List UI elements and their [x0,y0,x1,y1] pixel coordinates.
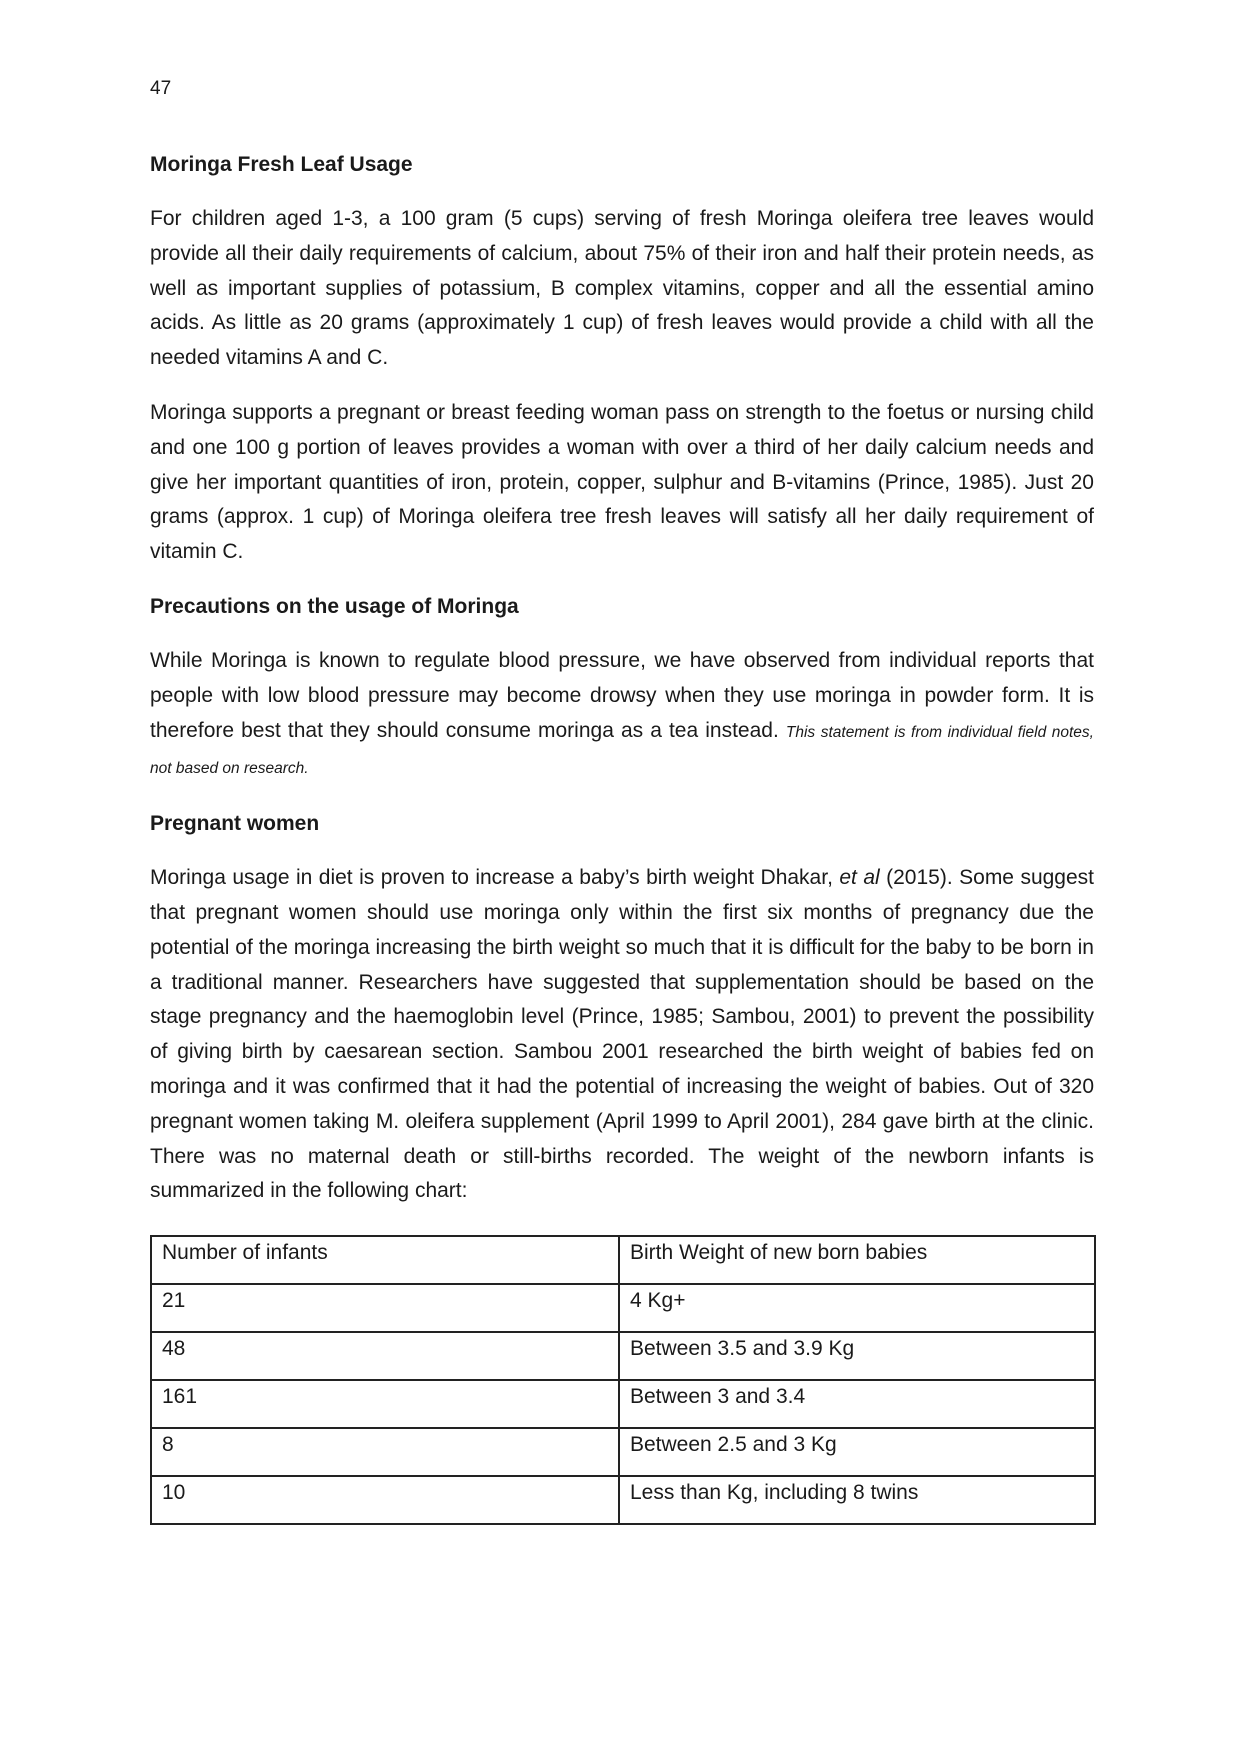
header-number-of-infants: Number of infants [151,1236,619,1284]
heading-pregnant-women: Pregnant women [150,812,320,836]
table-row [151,1284,1095,1332]
paragraph-children-nutrition: For children aged 1-3, a 100 gram (5 cups) serving of fresh Moringa oleifera tree leaves would provide all their daily requirements of calcium, about 75% of their iron and half their protein needs, as well as important supplies of potassium, B complex vitamins, copper and all the essential amino acids. As little as 20 grams (approximately 1 cup) of fresh leaves would provide a child with all the needed vitamins A and C. [150,207,1094,370]
field-notes-disclaimer: This statement is from individual field notes, not based on research. [150,723,1094,778]
cell-birth-weight: 4 Kg+ [619,1284,1095,1332]
cell-infant-count: 10 [151,1476,619,1524]
heading-fresh-leaf-usage: Moringa Fresh Leaf Usage [150,153,413,176]
cell-birth-weight: Between 3 and 3.4 [619,1380,1095,1428]
cell-birth-weight: Between 2.5 and 3 Kg [619,1428,1095,1476]
paragraph-pregnant-nutrition: Moringa supports a pregnant or breast feeding woman pass on strength to the foetus or nursing child and one 100 g portion of leaves provides a woman with over a third of her daily calcium needs and give her important quantities of iron, protein, copper, sulphur and B-vitamins (Prince, 1985). Just 20 grams (approx. 1 cup) of Moringa oleifera tree fresh leaves will satisfy all her daily requirement of vitamin C. [150,400,1094,564]
table-row [151,1476,1095,1524]
table-header-row [151,1236,1095,1284]
precautions-text: While Moringa is known to regulate blood pressure, we have observed from individual reports that people with low blood pressure may become drowsy when they use moringa in powder form. It is therefore best that they should consume moringa as a tea instead. [150,648,1094,742]
table-row [151,1428,1095,1476]
table-row [151,1380,1095,1428]
birth-weight-table [150,1235,1096,1525]
table-row [151,1332,1095,1380]
paragraph-precautions [150,644,1094,787]
cell-infant-count: 8 [151,1428,619,1476]
heading-precautions: Precautions on the usage of Moringa [150,594,519,618]
paragraph-birth-weight [150,861,1094,1209]
cell-infant-count: 21 [151,1284,619,1332]
cell-birth-weight: Between 3.5 and 3.9 Kg [619,1332,1095,1380]
page-number: 47 [150,78,172,99]
header-birth-weight: Birth Weight of new born babies [619,1236,1095,1284]
birth-weight-text-rest: (2015). Some suggest that pregnant women should use moringa only within the first six months of pregnancy due the potential of the moringa increasing the birth weight so much that it is difficult for the baby to be born in a traditional manner. Researchers have suggested that supplementation should be based on the stage pregnancy and the haemoglobin level (Prince, 1985; Sambou, 2001) to prevent the possibility of giving birth by caesarean section. Sambou 2001 researched the birth weight of babies fed on moringa and it was confirmed that it had the potential of increasing the weight of babies. Out of 320 pregnant women taking M. oleifera supplement (April 1999 to April 2001), 284 gave birth at the clinic. There was no maternal death or still-births recorded. The weight of the newborn infants is summarized in the following chart: [150,866,1094,1203]
birth-weight-text-start: Moringa usage in diet is proven to increase a baby’s birth weight Dhakar, [150,866,840,890]
document-body [150,148,1094,1525]
et-al-italic: et al [839,866,880,890]
cell-birth-weight: Less than Kg, including 8 twins [619,1476,1095,1524]
cell-infant-count: 161 [151,1380,619,1428]
cell-infant-count: 48 [151,1332,619,1380]
